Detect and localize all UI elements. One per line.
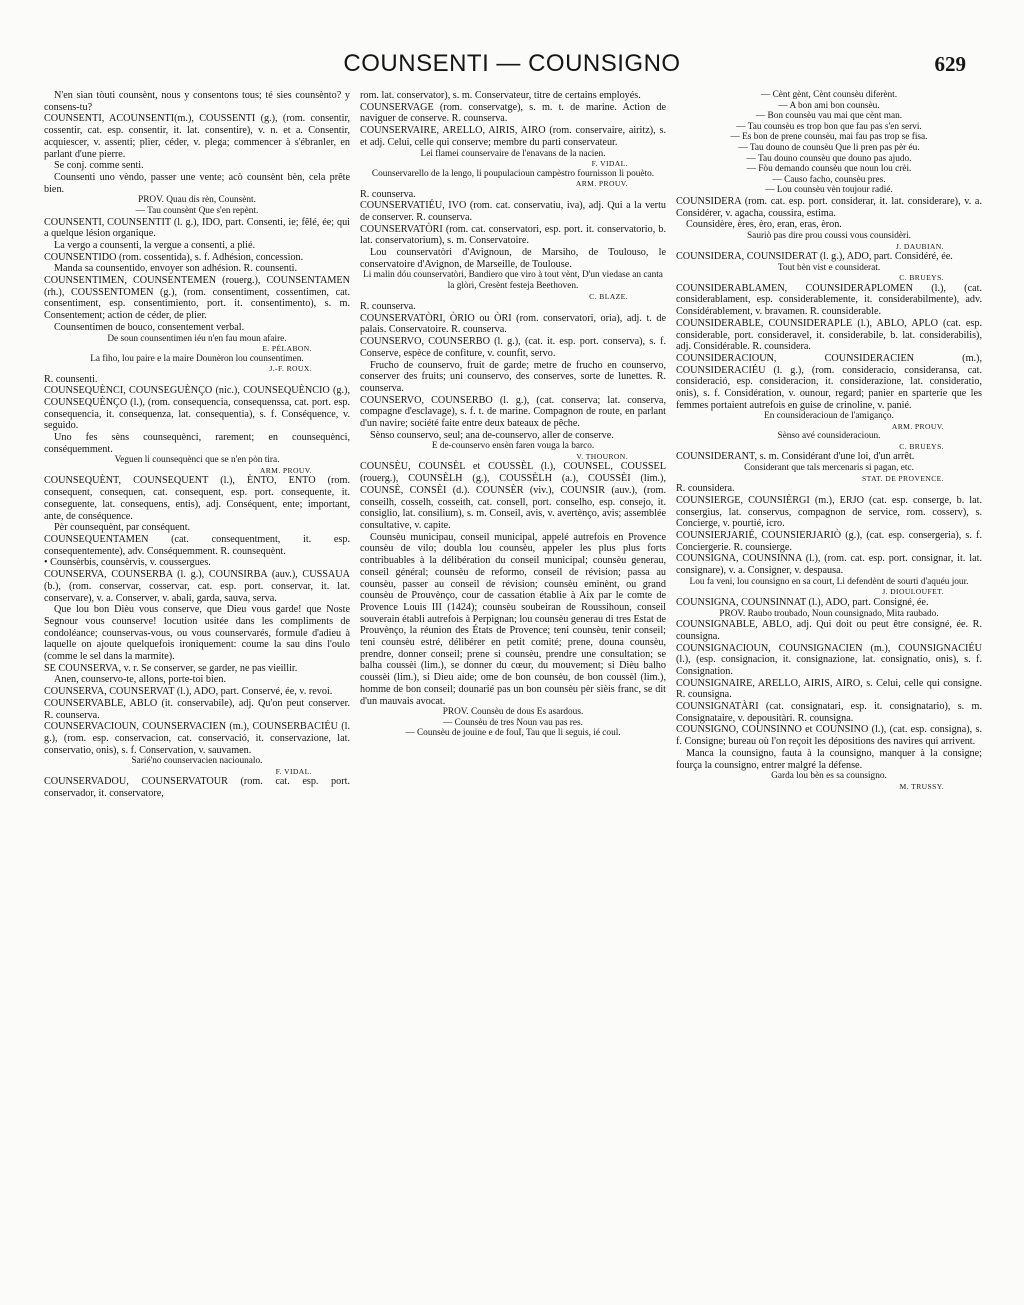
dictionary-entry: R. counsidera.: [676, 483, 735, 495]
quotation: PROV. Counsèu de dous Es asardous.: [442, 707, 584, 718]
entry-paragraph: Sènso counservo, seul; ana de-counservo, aller de conserve.: [370, 429, 614, 441]
dictionary-entry: COUNSERVATIÉU, IVO (rom. cat. conservatiu, iva), adj. Qui a la vertu de conserver. R. counserva.: [360, 200, 666, 223]
dictionary-entry: COUNSERVABLE, ABLO (it. conservabile), adj. Qu'on peut conserver. R. counserva.: [44, 697, 350, 721]
dictionary-entry: COUNSEQUÈNCI, COUNSEGUÈNÇO (nic.), COUNSEQUÈNCIO (g.), COUNSEQUÈNÇO (l.), (rom. consequencia, consequenssa, cat. port. esp. consequencia, it. consequenza, lat. consequentia), s. f. Conséquence, v. seguido.: [44, 385, 350, 432]
quotation-source: F. VIDAL.: [591, 159, 628, 169]
column-middle: [360, 90, 666, 1260]
quotation-source: ARM. PROUV.: [575, 179, 628, 189]
quotation: — Lou counsèu vèn toujour radié.: [765, 185, 893, 196]
dictionary-entry: COUNSIDERANT, s. m. Considérant d'une loi, d'un arrêt.: [676, 451, 915, 463]
column-right: [676, 90, 982, 1260]
entry-paragraph: Uno fes sèns counsequènci, rarement; en counsequènci, conséquemment.: [44, 432, 350, 455]
dictionary-entry: R. counserva.: [360, 301, 416, 313]
dictionary-entry: COUNSERVAGE (rom. conservatge), s. m. t. de marine. Action de naviguer de conserve. R. counserva.: [360, 101, 666, 125]
dictionary-entry: COUNSIDERA, COUNSIDERAT (l. g.), ADO, part. Considéré, ée.: [676, 251, 953, 263]
quotation: En counsideracioun de l'amiganço.: [764, 411, 894, 422]
dictionary-entry: • Counsèrbis, counsèrvis, v. coussergues.: [44, 557, 211, 569]
running-head: COUNSENTI — COUNSIGNO: [343, 50, 681, 77]
dictionary-entry: COUNSERVO, COUNSERBO (l. g.), (cat. it. esp. port. conserva), s. f. Conserve, espèce de confiture, v. counfit, servo.: [360, 336, 666, 359]
quotation: Tout bèn vist e counsiderat.: [777, 262, 881, 273]
dictionary-entry: R. counserva.: [360, 188, 416, 200]
quotation: — A bon ami bon counsèu.: [778, 100, 880, 111]
dictionary-entry: COUNSIDERACIOUN, COUNSIDERACIEN (m.), COUNSIDERACIÉU (l. g.), (rom. consideracio, consideransa, cat. consideració, esp. consideracion, it. considerazione, lat. consideratio, onis), s. f. Considération, v. ounour, regard; panier en sparterie que les femmes portaient autrefois en guise de crinoline, v. panié.: [676, 352, 982, 411]
quotation-source: C. BLAZE.: [589, 291, 628, 301]
quotation: Li malin dóu counservatòri, Bandiero que viro à tout vènt, D'un viedase an canta la glòri, Cresènt festeja Beethoven.: [363, 270, 663, 292]
quotation-source: M. TRUSSY.: [899, 781, 944, 791]
entry-paragraph: Counsenti uno vèndo, passer une vente; acò counsènt bèn, cela prête bien.: [44, 171, 350, 195]
dictionary-entry: COUNSIGNACIOUN, COUNSIGNACIEN (m.), COUNSIGNACIÉU (l.), (esp. consignacion, it. consignazione, lat. consignatio, onis), s. f. Consignation.: [676, 642, 982, 677]
dictionary-entry: COUNSIGNO, COUNSINNO et COUNSINO (l.), (cat. esp. consigna), s. f. Consigne; bureau où l'on reçoit les dépositions des navires qui arrivent.: [676, 724, 982, 748]
quotation: — Cènt gènt, Cènt counsèu diferènt.: [760, 90, 898, 100]
quotation: Garda lou bèn es sa counsigno.: [771, 771, 887, 782]
quotation: — Tau douno de counsèu Que li pren pas pèr éu.: [738, 142, 920, 153]
dictionary-entry: COUNSERVA, COUNSERVAT (l.), ADO, part. Conservé, ée, v. revoi.: [44, 686, 333, 698]
quotation: De soun counsentimen iéu n'en fau moun afaire.: [107, 333, 287, 344]
dictionary-entry: COUNSEQUENTAMEN (cat. consequentment, it. esp. consequentemente), adv. Conséquemment. R. counsequènt.: [44, 533, 350, 557]
quotation: — Causo facho, counsèu pres.: [772, 174, 886, 185]
dictionary-entry: COUNSERVADOU, COUNSERVATOUR (rom. cat. esp. port. conservador, it. conservatore,: [44, 776, 350, 800]
dictionary-entry: COUNSENTI, ACOUNSENTI(m.), COUSSENTI (g.), (rom. consentir, cossentir, cat. esp. consentir, it. lat. consentire), v. n. et a. Consentir, acquiescer, v. assenti; plier, céder, v. plega; commencer à s'ébranler, en parlant d'une pierre.: [44, 113, 350, 160]
page-number: 629: [934, 52, 966, 76]
quotation-source: ARM. PROUV.: [259, 466, 312, 476]
dictionary-entry: COUNSENTI, COUNSENTIT (l. g.), IDO, part. Consenti, ie; fêlé, ée; qui a quelque lésion organique.: [44, 216, 350, 240]
quotation: — Bon counsèu vau mai que cènt man.: [755, 111, 903, 122]
quotation-source: J. DAUBIAN.: [895, 241, 944, 251]
quotation: — Fòu demando counsèu que noun lou crèi.: [746, 164, 912, 175]
quotation-source: E. PÉLABON.: [262, 344, 312, 354]
dictionary-entry: COUNSERVO, COUNSERBO (l. g.), (cat. conserva; lat. conserva, compagne d'esclavage), s. f. t. de marine. Compagnon de route, en parlant d'un navire; société faite entre deux bateaux de pêche.: [360, 394, 666, 430]
dictionary-entry: COUNSIERJARIÉ, COUNSIERJARIÒ (g.), (cat. esp. consergeria), s. f. Conciergerie. R. counsierge.: [676, 530, 982, 553]
dictionary-entry: COUNSIERGE, COUNSIÈRGI (m.), ERJO (cat. esp. conserge, b. lat. consergius, lat. conservus, compagnon de service, rom. cosserv), s. Concierge, v. pourtié, icro.: [676, 494, 982, 530]
quotation: Counservarello de la lengo, li poupulacioun campèstro fournisson li pouèto.: [371, 168, 655, 179]
quotation: — Tau counsèu es trop bon que fau pas s'en servi.: [736, 121, 922, 132]
quotation: — Tau douno counsèu que douno pas ajudo.: [746, 153, 912, 164]
entry-paragraph: Counsentimen de bouco, consentement verbal.: [54, 321, 245, 333]
quotation: Lou fa veni, lou counsigno en sa court, Li defendènt de sourti d'aquéu jour.: [689, 576, 969, 587]
quotation: Considerant que tals mercenaris si pagan, etc.: [744, 463, 914, 474]
column-left: [44, 90, 350, 1260]
entry-paragraph: Frucho de counservo, fruit de garde; metre de frucho en counservo, conserver des fruits; uni counservo, des conserves, sorte de lunettes. R. counserva.: [360, 359, 666, 394]
page-header: [0, 42, 1024, 86]
quotation: E de-counservo ensèn faren vouga la barco.: [431, 441, 595, 452]
quotation: Sarié'no counservacien naciounalo.: [131, 756, 263, 767]
dictionary-entry: COUNSIGNA, COUNSINNAT (l.), ADO, part. Consigné, ée.: [676, 596, 929, 608]
quotation: PROV. Raubo troubado, Noun counsignado, Mita raubado.: [719, 608, 939, 619]
quotation: Lei flamei counservaire de l'enavans de la nacien.: [420, 148, 606, 159]
entry-paragraph: Lou counservatòri d'Avignoun, de Marsiho, de Toulouso, le conservatoire d'Avignon, de Marseille, de Toulouse.: [360, 247, 666, 270]
quotation: Sauriò pas dire prou coussi vous counsidèri.: [747, 231, 911, 242]
quotation: — Counsèu de tres Noun vau pas res.: [443, 717, 583, 728]
dictionary-entry: COUNSERVATÒRI (rom. cat. conservatori, esp. port. it. conservatorio, b. lat. conservatorium), s. m. Conservatoire.: [360, 223, 666, 247]
entry-paragraph: Se conj. comme senti.: [54, 160, 144, 172]
dictionary-entry: COUNSENTIMEN, COUNSENTEMEN (rouerg.), COUNSENTAMEN (rh.), COUSSENTOMEN (g.), (rom. consentiment, cossentimen, cat. consentiment, esp. consentimiento, port. it. consentimento), s. m. Consentement; action de céder, de plier.: [44, 275, 350, 322]
entry-paragraph: Manda sa counsentido, envoyer son adhésion. R. counsenti.: [54, 263, 298, 275]
quotation: — Counsèu de jouine e de fouI, Tau que li seguis, ié coul.: [405, 728, 621, 739]
quotation-source: V. THOURON.: [576, 452, 628, 462]
entry-paragraph: Manca la counsigno, fauta à la counsigno, manquer à la consigne; fourça la counsigno, entrer malgré la défense.: [676, 747, 982, 771]
quotation: — Es bon de prene counsèu, mai fau pas trop se fisa.: [730, 132, 928, 143]
quotation: Sènso avé counsideracioun.: [777, 431, 881, 442]
quotation: — Tau counsènt Que s'en repènt.: [135, 205, 259, 216]
dictionary-entry: R. counsenti.: [44, 373, 98, 385]
dictionary-entry: COUNSÈU, COUNSÈL et COUSSÈL (l.), COUNSEL, COUSSEL (rouerg.), COUNSÈLH (g.), COUSSÈLH (a.), COUSSÈI (lim.), COUNSÈ, CONSÈI (d.). COUNSÈR (viv.), COUNSIR (auv.), (rom. conseilh, cosselh, cosseith, cat. consell, port. conselho, esp. consejo, it. consiglio, lat. consilium), s. m. Conseil, avis, v. avertènço, avis; assemblée consultative, v. capite.: [360, 461, 666, 531]
dictionary-entry: rom. lat. conservator), s. m. Conservateur, titre de certains employés.: [360, 90, 641, 101]
entry-paragraph: Anen, counservo-te, allons, porte-toi bien.: [54, 674, 227, 686]
dictionary-entry: COUNSENTIDO (rom. cossentida), s. f. Adhésion, concession.: [44, 251, 304, 263]
quotation-source: ARM. PROUV.: [891, 422, 944, 432]
dictionary-entry: COUNSERVACIOUN, COUNSERVACIEN (m.), COUNSERBACIÉU (l. g.), (rom. esp. conservacion, cat. conservació, it. conservazione, lat. conservatio, onis), s. f. Conservation, v. sauvamen.: [44, 721, 350, 756]
dictionary-entry: COUNSIGNAIRE, ARELLO, AIRIS, AIRO, s. Celui, celle qui consigne. R. counsigna.: [676, 677, 982, 701]
dictionary-entry: SE COUNSERVA, v. r. Se conserver, se garder, ne pas vieillir.: [44, 662, 298, 674]
quotation-source: C. BRUEYS.: [899, 442, 944, 452]
quotation-source: J.-F. ROUX.: [269, 364, 312, 374]
quotation: Veguen li counsequènci que se n'en pòn tira.: [114, 455, 280, 466]
dictionary-entry: COUNSIDERABLAMEN, COUNSIDERAPLOMEN (l.), (cat. considerablament, esp. considerablemente, it. considerabilmente), adv. Considérablement, v. bravamen. R. counsiderable.: [676, 282, 982, 318]
dictionary-entry: COUNSIGNATÀRI (cat. consignatari, esp. it. consignatario), s. m. Consignataire, v. depousitàri. R. counsigna.: [676, 701, 982, 724]
dictionary-entry: COUNSERVA, COUNSERBA (l. g.), COUNSIRBA (auv.), CUSSAUA (b.), (rom. conservar, cosservar, cat. esp. port. conservar, it. lat. conservare), v. a. Conserver, v. abali, garda, sauva, serva.: [44, 569, 350, 604]
quotation-source: STAT. DE PROVENCE.: [862, 473, 944, 483]
quotation: La fiho, lou paire e la maire Dounèron lou counsentimen.: [90, 353, 304, 364]
quotation: PROV. Quau dis rèn, Counsènt.: [138, 195, 256, 206]
entry-paragraph: N'en sian tòuti counsènt, nous y consentons tous; té sies counsènto? y consens-tu?: [44, 90, 350, 113]
quotation-source: F. VIDAL.: [275, 766, 312, 776]
dictionary-entry: COUNSIDERABLE, COUNSIDERAPLE (l.), ABLO, APLO (cat. esp. considerable, port. consideravel, it. considerabile, b. lat. considerabilis), adj. Considérable. R. counsidera.: [676, 317, 982, 353]
quotation-source: J. DIOULOUFET.: [882, 587, 944, 597]
dictionary-entry: COUNSERVAIRE, ARELLO, AIRIS, AIRO (rom. conservaire, airitz), s. et adj. Celui, celle qui conserve; membre du parti conservateur.: [360, 125, 666, 148]
dictionary-entry: COUNSERVATÒRI, ÒRIO ou ÒRI (rom. conservatori, oria), adj. t. de palais. Conservatoire. R. counserva.: [360, 312, 666, 336]
entry-paragraph: Pèr counsequènt, par conséquent.: [54, 522, 191, 534]
dictionary-entry: COUNSIDERA (rom. cat. esp. port. considerar, it. lat. considerare), v. a. Considérer, v. agacha, coussira, estima.: [676, 195, 982, 219]
dictionary-entry: COUNSEQUÈNT, COUNSEQUENT (l.), ÈNTO, ENTO (rom. consequent, consequen, cat. consequent, esp. port. consequente, it. conseguente, lat. consequens, entis), adj. Conséquent, ente; important, ante, de conséquence.: [44, 475, 350, 522]
dictionary-entry: COUNSIGNA, COUNSINNA (l.), (rom. cat. esp. port. consignar, it. lat. consignare), v. a. Consigner, v. despausa.: [676, 553, 982, 577]
entry-paragraph: Que lou bon Dièu vous conserve, que Dieu vous garde! que Noste Segnour vous counserve! locution usitée dans les compliments de condoléance; counservas-vous, ou vous counservarés, formule d'adieu à laquelle on ajoute quelquefois ironiquement: coume la sau dins l'oulo (comme le sel dans la marmite).: [44, 604, 350, 663]
entry-paragraph: La vergo a counsenti, la vergue a consenti, a plié.: [54, 239, 256, 251]
entry-paragraph: Counsèu municipau, conseil municipal, appelé autrefois en Provence counsèu de vilo; doubla lou counsèu, appeler les plus plus forts contribuables à la délibération du conseil municipal; counsèu generau, conseil général; counsèu de reformo, conseil de révision; passa au counsèu, passer au conseil de révision; counsèu eminènt, ou grand counsèu de Prouvènço, cour de cassation établie à Aix par le comte de Provence Louis III (1424); counsèu soubeiran de Roussihoun, conseil souverain établi autrefois à Perpignan; lou counsèu generau di tres Estat de Prouvènço, la réunion des États de Provence; teni counsèu, tenir conseil; teni counsèu estré, délibérer en petit comité; prene, douna counsèu, prendre, donner conseil; prene si counsèu, prendre une consultation; se balha coussèi (lim.), se donner du cœur, du mouvement; si Dièu balho coussèi (lim.), si Dieu aide; ome de bon counsèu, de bon coussèl (lim.), homme de bon conseil; dounarié pas un bon counsèu pèr sièis franc, se dit d'un mauvais avocat.: [360, 531, 666, 707]
entry-paragraph: Counsidère, ères, èro, eran, eras, èron.: [686, 219, 842, 231]
quotation-source: C. BRUEYS.: [899, 273, 944, 283]
dictionary-entry: COUNSIGNABLE, ABLO, adj. Qui doit ou peut être consigné, ée. R. counsigna.: [676, 619, 982, 642]
